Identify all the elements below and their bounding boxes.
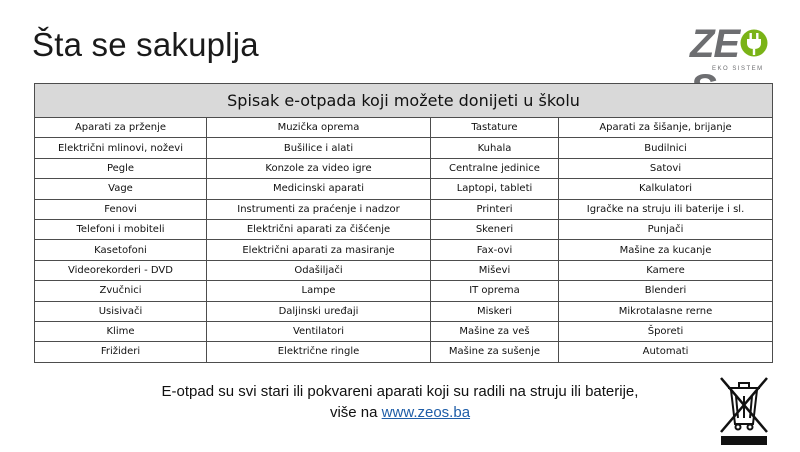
table-cell: Zvučnici [35, 281, 207, 301]
table-row [35, 281, 773, 301]
table-cell: Blenderi [559, 281, 773, 301]
table-cell: Mašine za kucanje [559, 240, 773, 260]
table-cell: Miševi [431, 260, 559, 280]
table-cell: Fenovi [35, 199, 207, 219]
table-row [35, 301, 773, 321]
table-row [35, 240, 773, 260]
logo-tagline: EKO SISTEM [712, 66, 764, 72]
table-cell: Mašine za veš [431, 321, 559, 341]
table-cell: Daljinski uređaji [207, 301, 431, 321]
table-cell: Skeneri [431, 219, 559, 239]
table-body [35, 118, 773, 363]
table-row [35, 138, 773, 158]
plug-icon [739, 24, 769, 54]
table-heading: Spisak e-otpada koji možete donijeti u školu [35, 84, 773, 118]
footer-prefix: više na [329, 404, 382, 421]
table-cell: Aparati za šišanje, brijanje [559, 118, 773, 138]
table-cell: Šporeti [559, 321, 773, 341]
table-cell: Kamere [559, 260, 773, 280]
zeos-link[interactable]: www.zeos.ba [381, 404, 471, 421]
table-cell: Lampe [207, 281, 431, 301]
table-cell: Usisivači [35, 301, 207, 321]
footer-note [150, 381, 650, 423]
table-row [35, 321, 773, 341]
table-cell: Printeri [431, 199, 559, 219]
table-cell: Miskeri [431, 301, 559, 321]
zeos-logo [690, 22, 774, 74]
logo-text-left: ZE [690, 22, 740, 66]
table-cell: Medicinski aparati [207, 179, 431, 199]
table-cell: Električni aparati za čišćenje [207, 219, 431, 239]
table-cell: Frižideri [35, 342, 207, 362]
table-cell: Odašiljači [207, 260, 431, 280]
table-row [35, 219, 773, 239]
table-cell: Budilnici [559, 138, 773, 158]
table-cell: Telefoni i mobiteli [35, 219, 207, 239]
table-cell: Laptopi, tableti [431, 179, 559, 199]
table-row [35, 199, 773, 219]
table-cell: Električne ringle [207, 342, 431, 362]
table-cell: Ventilatori [207, 321, 431, 341]
table-cell: Električni mlinovi, noževi [35, 138, 207, 158]
table-row [35, 158, 773, 178]
table-cell: Videorekorderi - DVD [35, 260, 207, 280]
table-row [35, 179, 773, 199]
table-cell: Električni aparati za masiranje [207, 240, 431, 260]
table-cell: Centralne jedinice [431, 158, 559, 178]
table-cell: Punjači [559, 219, 773, 239]
table-cell: Klime [35, 321, 207, 341]
table-cell: IT oprema [431, 281, 559, 301]
table-cell: Konzole za video igre [207, 158, 431, 178]
crossed-bin-icon [716, 372, 772, 448]
table-cell: Mikrotalasne rerne [559, 301, 773, 321]
page-title: Šta se sakuplja [32, 26, 259, 63]
table-cell: Kuhala [431, 138, 559, 158]
e-waste-table [34, 83, 773, 363]
footer-line-1: E-otpad su svi stari ili pokvareni aparati koji su radili na struju ili baterije, [161, 383, 639, 400]
e-waste-table-container [34, 83, 772, 363]
table-cell: Kalkulatori [559, 179, 773, 199]
table-cell: Pegle [35, 158, 207, 178]
table-cell: Satovi [559, 158, 773, 178]
table-cell: Muzička oprema [207, 118, 431, 138]
footer-line-2 [150, 402, 650, 423]
table-cell: Tastature [431, 118, 559, 138]
table-cell: Fax-ovi [431, 240, 559, 260]
table-row [35, 260, 773, 280]
table-row [35, 118, 773, 138]
table-cell: Bušilice i alati [207, 138, 431, 158]
table-cell: Vage [35, 179, 207, 199]
table-cell: Kasetofoni [35, 240, 207, 260]
table-cell: Automati [559, 342, 773, 362]
table-cell: Instrumenti za praćenje i nadzor [207, 199, 431, 219]
table-cell: Mašine za sušenje [431, 342, 559, 362]
table-row [35, 342, 773, 362]
table-cell: Igračke na struju ili baterije i sl. [559, 199, 773, 219]
table-cell: Aparati za prženje [35, 118, 207, 138]
